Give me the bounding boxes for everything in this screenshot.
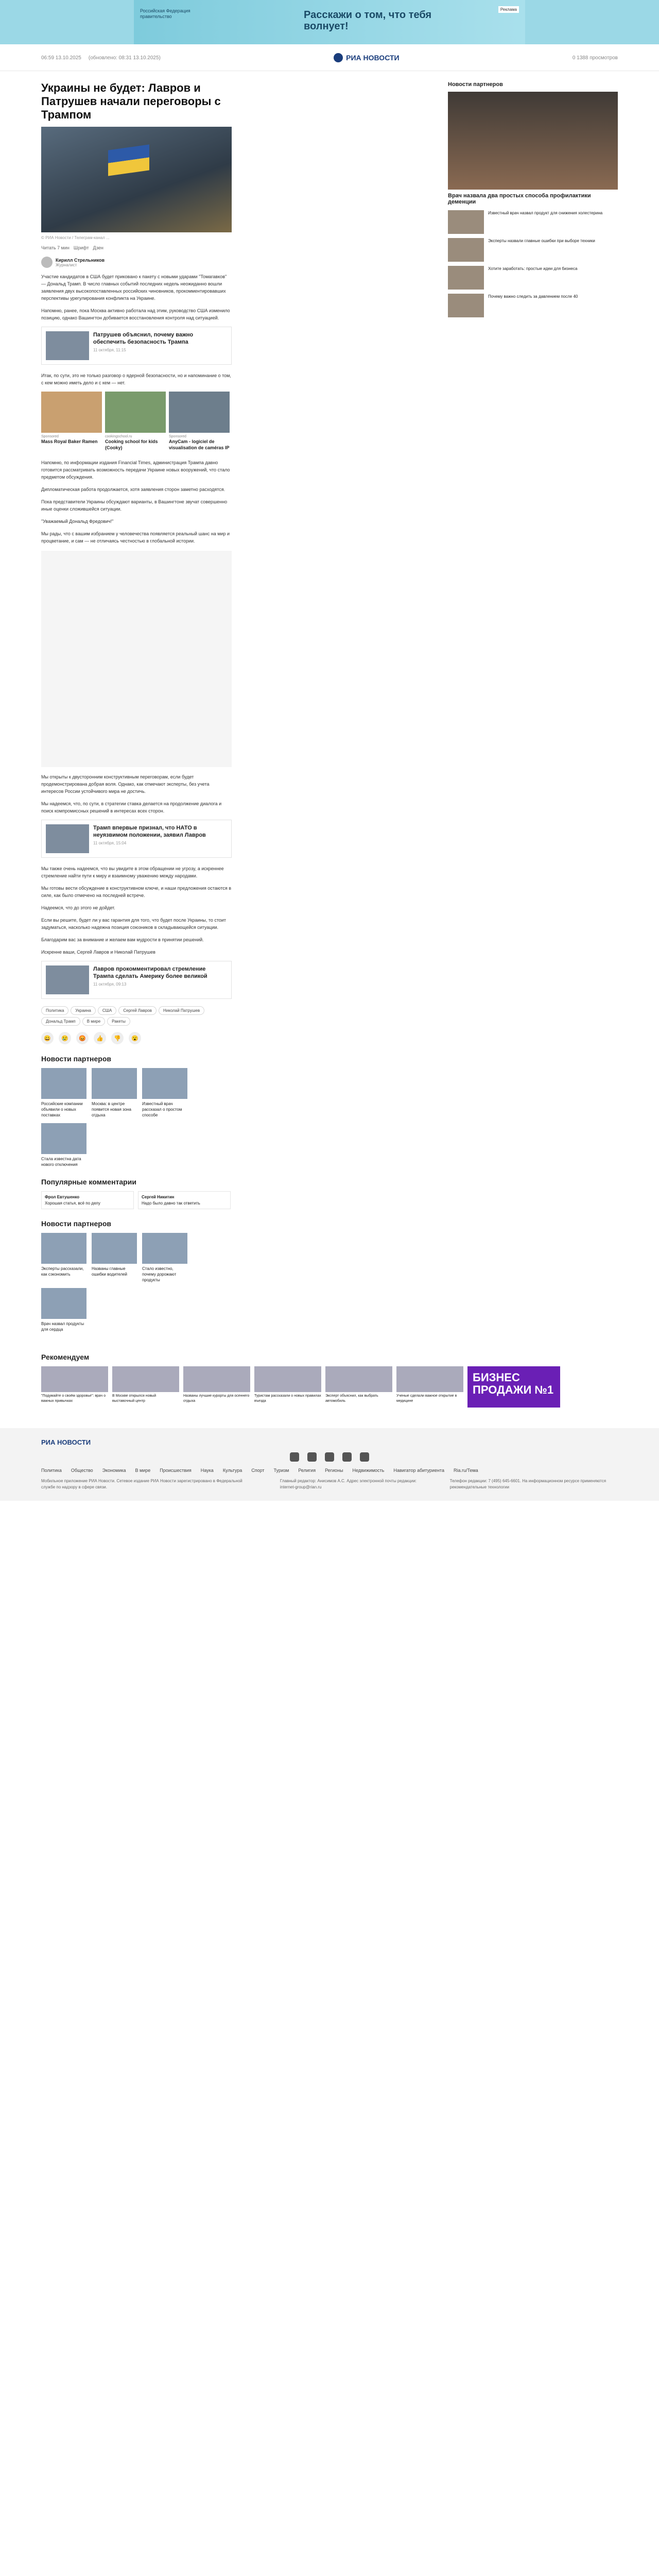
promo-banner[interactable]: БИЗНЕС ПРОДАЖИ №1 (467, 1366, 560, 1408)
site-header (0, 44, 659, 71)
paragraph: Мы надеемся, что, по сути, в стратегии ставка делается на продолжение диалога и поиск компромиссных решений в интересах всех сторон. (41, 801, 222, 814)
sidebar-item[interactable]: Почему важно следить за давлением после 40 (448, 294, 618, 317)
recommend-item[interactable]: "Подумайте о своём здоровье": врач о важных привычках (41, 1366, 108, 1408)
recommend-item[interactable]: Туристам рассказали о новых правилах въезда (254, 1366, 321, 1408)
partners-title: Новости партнеров (41, 1055, 112, 1063)
partner-item[interactable]: Врач назвал продукты для сердца (41, 1288, 86, 1332)
tag-list (41, 1006, 232, 1026)
author[interactable] (41, 257, 232, 268)
updated-date: (обновлено: 08:31 13.10.2025) (88, 55, 161, 61)
paragraph: Мы также очень надеемся, что вы увидите в этом обращении не угрозу, а искреннее стремление найти пути к миру и взаимному уважению между народами. (41, 866, 224, 878)
hero-caption: © РИА Новости / Телеграм-канал ... (41, 235, 110, 240)
ad-item[interactable] (169, 392, 230, 451)
author-role: Журналист (56, 262, 77, 267)
banner-headline: Расскажи о том, что тебя волнует! (304, 9, 432, 32)
footer-link[interactable]: Общество (71, 1468, 93, 1473)
related-title[interactable]: Трамп впервые признал, что НАТО в неуязвимом положении, заявил Лавров (93, 825, 206, 838)
ad-title[interactable]: Cooking school for kids (Cooky) (105, 439, 158, 450)
reactions (41, 1032, 232, 1044)
footer-logo[interactable]: РИА НОВОСТИ (41, 1438, 91, 1446)
tag[interactable]: Ракеты (107, 1017, 130, 1026)
recommend-item[interactable]: Эксперт объяснил, как выбрать автомобиль (325, 1366, 392, 1408)
tag[interactable]: Политика (41, 1006, 68, 1015)
footer-link[interactable]: Экономика (102, 1468, 126, 1473)
sidebar-hero-image[interactable] (448, 92, 618, 190)
footer-link[interactable]: Политика (41, 1468, 62, 1473)
sidebar-item[interactable]: Эксперты назвали главные ошибки при выборе техники (448, 238, 618, 262)
comment[interactable]: Сергей Никитин Надо было давно так ответить (138, 1191, 231, 1209)
footer-nav (41, 1468, 618, 1473)
top-banner[interactable] (0, 0, 659, 44)
article-title: Украины не будет: Лавров и Патрушев начали переговоры с Трампом (41, 81, 221, 121)
ad-slot (41, 551, 232, 767)
comments-list (41, 1191, 232, 1209)
partner-item[interactable]: Стала известна дата нового отключения (41, 1123, 86, 1167)
paragraph: Мы готовы вести обсуждение в конструктивном ключе, и наши предложения остаются в силе, как было отмечено на последней встрече. (41, 886, 232, 898)
partner-item[interactable]: Известный врач рассказал о простом способе (142, 1068, 187, 1118)
social-links (41, 1452, 618, 1462)
footer-link[interactable]: Ria.ru/Тема (453, 1468, 478, 1473)
paragraph: Если вы решите, будет ли у вас гарантия для того, что будет после Украины, то стоит задуматься, насколько надежна позиция союзников в складывающейся ситуации. (41, 918, 227, 930)
share-bar (41, 245, 232, 250)
related-image (46, 824, 89, 853)
sidebar-item[interactable]: Известный врач назвал продукт для снижения холестерина (448, 210, 618, 234)
ad-item[interactable] (105, 392, 166, 451)
footer-col: Мобильное приложение РИА Новости. Сетевое издание РИА Новости зарегистрировано в Федеральной службе по надзору в сфере связи. (41, 1479, 242, 1489)
paragraph: Итак, по сути, это не только разговор о ядерной безопасности, но и напоминание о том, с кем можно иметь дело и с кем — нет. (41, 373, 231, 385)
recommend-item[interactable]: В Москве открылся новый выставочный центр (112, 1366, 179, 1408)
reaction-angry-icon[interactable]: 😡 (76, 1032, 89, 1044)
related-image (46, 331, 89, 360)
ad-image (169, 392, 230, 433)
related-date: 11 октября, 09:13 (93, 982, 127, 987)
recommend-title: Рекомендуем (41, 1353, 90, 1361)
related-card[interactable] (41, 820, 232, 858)
ad-source: Sponsored (41, 435, 59, 438)
logo-text: РИА НОВОСТИ (346, 54, 400, 62)
related-image (46, 965, 89, 994)
reaction-like-icon[interactable]: 👍 (94, 1032, 106, 1044)
vk-icon[interactable] (290, 1452, 299, 1462)
comments-title: Популярные комментарии (41, 1178, 136, 1186)
partner-item[interactable]: Эксперты рассказали, как сэкономить (41, 1233, 86, 1283)
font-button[interactable]: Шрифт (73, 245, 89, 250)
tag[interactable]: Сергей Лавров (118, 1006, 157, 1015)
footer-link[interactable]: Культура (222, 1468, 242, 1473)
paragraph: "Уважаемый Дональд Фредович!" (41, 519, 114, 524)
footer (0, 1428, 659, 1501)
footer-col: Главный редактор: Анисимов А.С. Адрес электронной почты редакции: internet-group@rian.ru (280, 1479, 417, 1489)
partner-item[interactable]: Названы главные ошибки водителей (92, 1233, 137, 1283)
footer-link[interactable]: Туризм (273, 1468, 289, 1473)
logo-icon (334, 53, 343, 62)
partners2-list (41, 1233, 232, 1332)
sidebar-item[interactable]: Хотите заработать: простые идеи для бизнеса (448, 266, 618, 290)
reaction-smile-icon[interactable]: 😀 (41, 1032, 54, 1044)
partners-list (41, 1068, 232, 1167)
sidebar (448, 81, 618, 1332)
related-title[interactable]: Патрушев объяснил, почему важно обеспечить безопасность Трампа (93, 332, 194, 345)
footer-link[interactable]: Религия (298, 1468, 316, 1473)
hero-image (41, 127, 232, 232)
article (41, 81, 232, 1332)
sidebar-hero-title[interactable]: Врач назвала два простых способа профилактики деменции (448, 193, 591, 205)
ad-title[interactable]: Mass Royal Baker Ramen (41, 439, 98, 444)
tag[interactable]: Украина (71, 1006, 95, 1015)
footer-link[interactable]: Наука (200, 1468, 214, 1473)
related-card[interactable] (41, 961, 232, 999)
banner-badge: Реклама (498, 6, 519, 13)
tag[interactable]: Николай Патрушев (159, 1006, 204, 1015)
footer-link[interactable]: Недвижимость (352, 1468, 385, 1473)
partner-item[interactable]: Российские компании объявили о новых поставках (41, 1068, 86, 1118)
author-name[interactable]: Кирилл Стрельников (56, 257, 105, 263)
paragraph: Искренне ваши, Сергей Лавров и Николай Патрушев (41, 950, 155, 955)
footer-col: Телефон редакции: 7 (495) 645-6601. На информационном ресурсе применяются рекомендательные технологии (449, 1479, 606, 1489)
paragraph: Пока представители Украины обсуждают варианты, в Вашингтоне звучат совершенно иные оценки сложившейся ситуации. (41, 499, 228, 512)
read-time: Читать 7 мин (41, 245, 70, 250)
partner-item[interactable]: Москва: в центре появится новая зона отдыха (92, 1068, 137, 1118)
recommend-section (41, 1353, 618, 1408)
tag[interactable]: США (98, 1006, 116, 1015)
recommend-item[interactable]: Ученые сделали важное открытие в медицине (396, 1366, 463, 1408)
footer-link[interactable]: Спорт (251, 1468, 265, 1473)
paragraph: Дипломатическая работа продолжается, хотя заявления сторон заметно расходятся. (41, 487, 226, 492)
related-card[interactable] (41, 327, 232, 365)
views-count: 0 1388 просмотров (572, 55, 618, 61)
related-title[interactable]: Лавров прокомментировал стремление Трампа сделать Америку более великой (93, 966, 207, 979)
footer-link[interactable]: В мире (135, 1468, 151, 1473)
paragraph: Благодарим вас за внимание и желаем вам мудрости в принятии решений. (41, 937, 204, 942)
ad-source: Sponsored (169, 435, 186, 438)
reaction-dislike-icon[interactable]: 👎 (111, 1032, 124, 1044)
recommend-item[interactable]: Названы лучшие курорты для осеннего отдыха (183, 1366, 250, 1408)
publish-date: 06:59 13.10.2025 (41, 55, 81, 61)
footer-link[interactable]: Регионы (325, 1468, 343, 1473)
dzen-icon[interactable] (342, 1452, 352, 1462)
paragraph: Надеемся, что до этого не дойдет. (41, 905, 115, 910)
ok-icon[interactable] (325, 1452, 334, 1462)
paragraph: Мы рады, что с вашим избранием у человечества появляется реальный шанс на мир и процветание, и сам — не отличаясь честностью в глобальной истории. (41, 531, 230, 544)
author-avatar (41, 257, 53, 268)
ad-source: cookingschool.ru (105, 435, 132, 438)
reaction-sad-icon[interactable]: 😢 (59, 1032, 71, 1044)
related-date: 11 октября, 11:15 (93, 348, 126, 352)
ad-row (41, 392, 232, 451)
partner-item[interactable]: Стало известно, почему дорожают продукты (142, 1233, 187, 1283)
site-logo[interactable] (334, 53, 399, 62)
paragraph: Мы открыты к двусторонним конструктивным переговорам, если будет продемонстрирована добрая воля. Однако, как отмечают эксперты, без учета интересов России устойчивого мира не достичь. (41, 774, 210, 794)
tag[interactable]: В мире (82, 1017, 105, 1026)
telegram-icon[interactable] (307, 1452, 317, 1462)
comment[interactable]: Фрол Евтушенко Хорошая статья, всё по делу (41, 1191, 134, 1209)
partners2-title: Новости партнеров (41, 1219, 112, 1228)
ad-item[interactable] (41, 392, 102, 451)
related-date: 11 октября, 15:04 (93, 841, 127, 845)
reaction-wow-icon[interactable]: 😮 (129, 1032, 141, 1044)
paragraph: Напомню, по информации издания Financial Times, администрация Трампа давно готовится рассматривать возможность передачи Украине новых вооружений, что стало предметом обсуждения. (41, 460, 230, 480)
paragraph: Участие кандидатов в США будет приковано к пакету с новыми ударами "Томагавков" — Дональд Трамп. В число главных событий последних недель неожиданно вошли заявления двух высокопоставленных российских чиновников, прокомментировавших перспективы урегулирования конфликта на Украине. (41, 274, 227, 301)
ad-image (41, 392, 102, 433)
flag-image (108, 144, 149, 176)
rss-icon[interactable] (360, 1452, 369, 1462)
ad-image (105, 392, 166, 433)
footer-link[interactable]: Происшествия (160, 1468, 192, 1473)
banner-left-text: Российская Федерация правительство (140, 8, 190, 19)
sidebar-title: Новости партнеров (448, 81, 503, 88)
footer-link[interactable]: Навигатор абитуриента (393, 1468, 444, 1473)
paragraph: Напомню, ранее, пока Москва активно работала над этим, руководство США изменило позицию, однако Вашингтон добивается восстановления контроля над ситуацией. (41, 308, 230, 320)
tag[interactable]: Дональд Трамп (41, 1017, 80, 1026)
dzen-button[interactable]: Дзен (93, 245, 103, 250)
ad-title[interactable]: AnyCam - logiciel de visualisation de caméras IP (169, 439, 230, 450)
